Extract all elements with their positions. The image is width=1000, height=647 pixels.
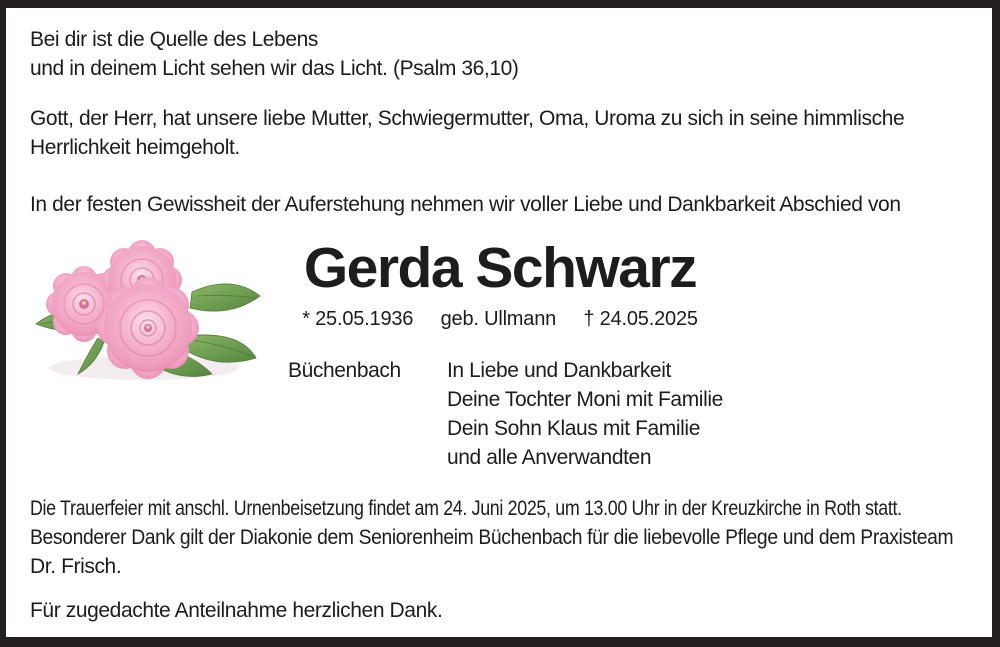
announcement-line-1: Gott, der Herr, hat unsere liebe Mutter, Schwiegermutter, Oma, Uroma zu sich in seine himmlische	[30, 107, 905, 130]
psalm-verse-line-2: und in deinem Licht sehen wir das Licht. (Psalm 36,10)	[30, 57, 519, 80]
farewell-line: In der festen Gewissheit der Auferstehung nehmen wir voller Liebe und Dankbarkeit Abschied von	[30, 193, 901, 216]
location-label: Büchenbach	[288, 359, 401, 382]
service-paragraph	[30, 494, 1000, 581]
psalm-verse-line-1: Bei dir ist die Quelle des Lebens	[30, 28, 318, 51]
family-line-4: und alle Anverwandten	[447, 446, 652, 469]
service-line-3: Dr. Frisch.	[30, 555, 122, 578]
thanks-line: Für zugedachte Anteilnahme herzlichen Dank.	[30, 599, 443, 622]
maiden-name: geb. Ullmann	[440, 308, 557, 330]
family-line-3: Dein Sohn Klaus mit Familie	[447, 417, 700, 440]
announcement-line-2: Herrlichkeit heimgeholt.	[30, 136, 240, 159]
deceased-name: Gerda Schwarz	[303, 236, 697, 300]
family-block	[447, 356, 723, 472]
service-line-2: Besonderer Dank gilt der Diakonie dem Seniorenheim Büchenbach für die liebevolle Pflege und dem Praxisteam	[30, 526, 954, 549]
psalm-verse	[30, 25, 519, 83]
life-dates	[0, 307, 1000, 331]
death-date: † 24.05.2025	[583, 308, 698, 330]
family-line-1: In Liebe und Dankbarkeit	[447, 359, 671, 382]
family-line-2: Deine Tochter Moni mit Familie	[447, 388, 723, 411]
announcement-paragraph	[30, 104, 904, 162]
birth-date: * 25.05.1936	[302, 308, 414, 330]
service-line-1: Die Trauerfeier mit anschl. Urnenbeisetzung findet am 24. Juni 2025, um 13.00 Uhr in der Kreuzkirche in Roth statt.	[30, 497, 902, 520]
